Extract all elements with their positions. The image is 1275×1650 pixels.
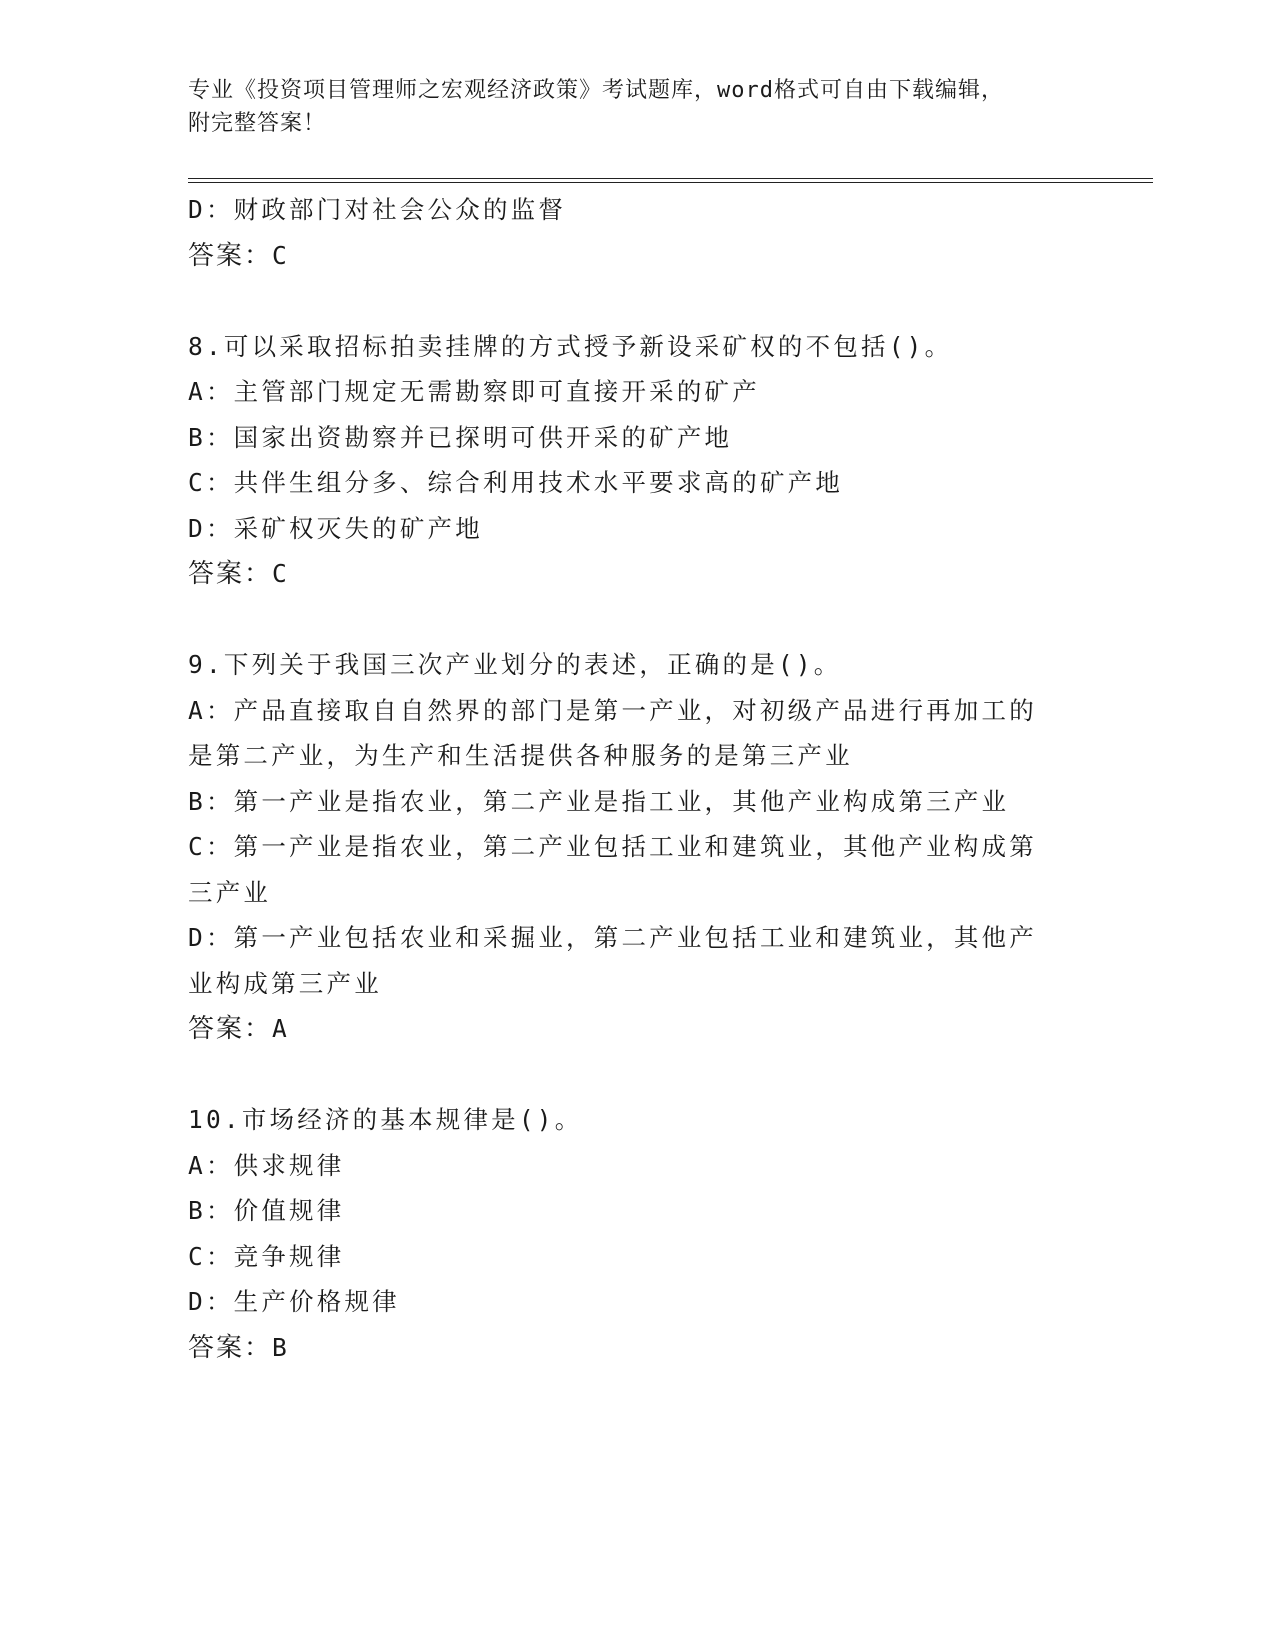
answer-value: B bbox=[272, 1332, 288, 1362]
answer-line bbox=[188, 1325, 1088, 1371]
header-divider-top bbox=[188, 178, 1153, 179]
answer-label: 答案： bbox=[188, 559, 273, 589]
question-7-tail bbox=[188, 187, 1088, 278]
header-divider-bottom bbox=[188, 182, 1153, 183]
option-b: B：价值规律 bbox=[188, 1196, 345, 1225]
option-a: A：主管部门规定无需勘察即可直接开采的矿产 bbox=[188, 377, 760, 406]
question-list bbox=[188, 187, 1088, 1370]
question-stem: 8.可以采取招标拍卖挂牌的方式授予新设采矿权的不包括()。 bbox=[188, 331, 953, 361]
option-a-line-2: 是第二产业，为生产和生活提供各种服务的是第三产业 bbox=[188, 741, 853, 770]
option-a: A：供求规律 bbox=[188, 1150, 345, 1180]
document-header bbox=[188, 74, 1088, 140]
answer-value: A bbox=[272, 1014, 288, 1043]
option-d-line-1: D：第一产业包括农业和采掘业，第二产业包括工业和建筑业，其他产 bbox=[188, 923, 1037, 952]
option-c: C：竞争规律 bbox=[188, 1241, 345, 1271]
answer-value: C bbox=[272, 559, 288, 588]
question-stem: 9.下列关于我国三次产业划分的表述，正确的是()。 bbox=[188, 650, 842, 679]
option-d: D：生产价格规律 bbox=[188, 1287, 400, 1316]
option-b: B：国家出资勘察并已探明可供开采的矿产地 bbox=[188, 422, 733, 452]
header-line-2: 附完整答案！ bbox=[188, 111, 327, 136]
answer-label: 答案： bbox=[188, 240, 273, 271]
question-8 bbox=[188, 324, 1088, 597]
answer-value: C bbox=[272, 240, 288, 270]
spacer bbox=[188, 597, 1088, 643]
header-line-1: 专业《投资项目管理师之宏观经济政策》考试题库，word格式可自由下载编辑， bbox=[188, 78, 1004, 103]
option-d: D：采矿权灭失的矿产地 bbox=[188, 513, 483, 543]
answer-label: 答案： bbox=[188, 1014, 273, 1044]
option-c-line-2: 三产业 bbox=[188, 877, 272, 907]
option-a-line-1: A：产品直接取自自然界的部门是第一产业，对初级产品进行再加工的 bbox=[188, 695, 1037, 725]
option-c-line-1: C：第一产业是指农业，第二产业包括工业和建筑业，其他产业构成第 bbox=[188, 832, 1037, 861]
question-stem: 10.市场经济的基本规律是()。 bbox=[188, 1105, 583, 1134]
answer-line bbox=[188, 233, 1088, 279]
answer-line bbox=[188, 551, 1088, 597]
option-d-line-2: 业构成第三产业 bbox=[188, 968, 382, 998]
question-9 bbox=[188, 642, 1088, 1052]
spacer bbox=[188, 278, 1088, 324]
option-c: C：共伴生组分多、综合利用技术水平要求高的矿产地 bbox=[188, 468, 844, 497]
question-10 bbox=[188, 1097, 1088, 1370]
answer-label: 答案： bbox=[188, 1332, 273, 1363]
spacer bbox=[188, 1052, 1088, 1098]
answer-line bbox=[188, 1006, 1088, 1052]
option-b: B：第一产业是指农业，第二产业是指工业，其他产业构成第三产业 bbox=[188, 786, 1010, 816]
option-d: D：财政部门对社会公众的监督 bbox=[188, 195, 567, 224]
